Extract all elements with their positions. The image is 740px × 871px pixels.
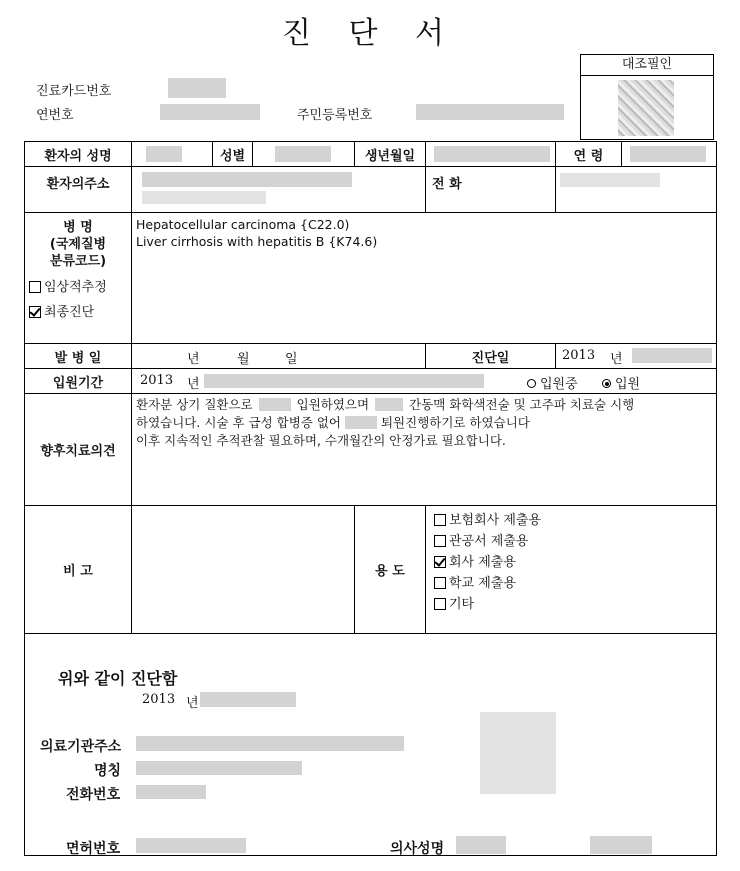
purpose-company-checkbox[interactable]: [434, 556, 446, 568]
onset-date-value: [132, 344, 426, 369]
final-diagnosis-option[interactable]: [25, 301, 131, 320]
diagnosis-line-1: Hepatocellular carcinoma {C22.0): [136, 217, 350, 232]
purpose-insurance-checkbox[interactable]: [434, 514, 446, 526]
resident-id-label: 주민등록번호: [297, 108, 373, 123]
diagnosis-year-unit: 년: [610, 352, 623, 367]
institution-address-label: 의료기관주소: [40, 739, 122, 755]
opinion-line-3: 이후 지속적인 추적관찰 필요하며, 수개월간의 안정가료 필요합니다.: [136, 433, 506, 448]
card-number-redacted: [168, 78, 226, 98]
phone-label: 전 화: [426, 167, 556, 213]
in-hospital-option[interactable]: [527, 373, 578, 392]
clinical-estimate-option[interactable]: [25, 276, 131, 295]
clinical-estimate-checkbox[interactable]: [29, 281, 41, 293]
in-hospital-label: 입원중: [540, 377, 578, 392]
admission-period-value: [132, 369, 717, 394]
institution-phone-redacted: [136, 785, 206, 799]
onset-year-unit: 년: [187, 352, 200, 367]
purpose-government-option[interactable]: 관공서 제출용: [434, 531, 708, 552]
diagnosis-line-2: Liver cirrhosis with hepatitis B {K74.6): [136, 234, 378, 249]
clinical-estimate-label: 임상적추정: [44, 280, 107, 295]
purpose-label: 용 도: [355, 506, 426, 634]
admitted-option[interactable]: [602, 373, 640, 392]
license-number-redacted: [136, 838, 246, 853]
purpose-school-checkbox[interactable]: [434, 577, 446, 589]
patient-name-value: [132, 142, 213, 167]
footer-date-redacted: [200, 692, 296, 707]
onset-day-unit: 일: [285, 352, 298, 367]
purpose-other-checkbox[interactable]: [434, 598, 446, 610]
doctor-name-label: 의사성명: [390, 841, 445, 857]
opinion-line-1: 환자분 상기 질환으로 입원하였으며 간동맥 화학색전술 및 고주파 치료술 시행: [136, 397, 635, 412]
document-title: 진 단 서: [281, 16, 458, 51]
doctor-name-redacted: [456, 836, 506, 854]
footer-year-unit: 년: [186, 696, 199, 711]
diagnosis-date-value: [556, 344, 717, 369]
treatment-opinion-label: 향후치료의견: [25, 394, 132, 506]
sex-label: 성별: [213, 142, 253, 167]
age-label: 연 령: [556, 142, 622, 167]
patient-name-label: 환자의 성명: [25, 142, 132, 167]
birth-date-label: 생년월일: [355, 142, 426, 167]
disease-label-cell: [25, 213, 132, 344]
institution-seal-redacted: [480, 712, 556, 794]
purpose-options: [426, 506, 717, 634]
disease-label-line3: 분류코드): [49, 254, 107, 269]
phone-value: [556, 167, 717, 213]
doctor-signature-redacted: [590, 836, 652, 854]
remarks-value: [132, 506, 355, 634]
serial-redacted: [160, 104, 260, 120]
admission-year: 2013: [140, 373, 174, 388]
purpose-other-option[interactable]: 기타: [434, 594, 708, 615]
institution-phone-label: 전화번호: [66, 787, 121, 803]
seal-stamp-image: [618, 80, 674, 136]
onset-month-unit: 월: [237, 352, 250, 367]
purpose-company-option[interactable]: 회사 제출용: [434, 552, 708, 573]
institution-address-redacted: [136, 736, 404, 751]
seal-label: 대조필인: [580, 54, 714, 76]
final-diagnosis-checkbox[interactable]: [29, 306, 41, 318]
purpose-government-checkbox[interactable]: [434, 535, 446, 547]
admission-year-unit: 년: [187, 377, 200, 392]
resident-id-redacted: [416, 104, 564, 120]
footer-year: 2013: [142, 692, 176, 707]
sex-value: [253, 142, 355, 167]
institution-name-label: 명칭: [94, 763, 122, 779]
institution-name-redacted: [136, 761, 302, 775]
admission-period-label: 입원기간: [25, 369, 132, 394]
admitted-radio[interactable]: [602, 379, 611, 388]
disease-label-line2: (국제질병: [49, 237, 107, 252]
diagnosis-date-label: 진단일: [426, 344, 556, 369]
in-hospital-radio[interactable]: [527, 379, 536, 388]
onset-date-label: 발 병 일: [25, 344, 132, 369]
final-diagnosis-label: 최종진단: [44, 305, 95, 320]
treatment-opinion-value: [132, 394, 717, 506]
disease-label-line1: 병 명: [63, 220, 93, 235]
remarks-label: 비 고: [25, 506, 132, 634]
age-value: [622, 142, 717, 167]
patient-address-value: [132, 167, 426, 213]
diagnosis-statement: 위와 같이 진단함: [58, 669, 178, 688]
admitted-label: 입원: [615, 377, 641, 392]
opinion-line-2: 하였습니다. 시술 후 급성 합병증 없어 퇴원진행하기로 하였습니다: [136, 415, 530, 430]
diagnosis-year: 2013: [562, 348, 596, 363]
serial-label: 연번호: [36, 108, 74, 123]
purpose-insurance-option[interactable]: 보험회사 제출용: [434, 510, 708, 531]
purpose-school-option[interactable]: 학교 제출용: [434, 573, 708, 594]
birth-date-value: [426, 142, 556, 167]
disease-value-cell: [132, 213, 717, 344]
card-number-label: 진료카드번호: [36, 84, 112, 99]
patient-address-label: 환자의주소: [25, 167, 132, 213]
license-number-label: 면허번호: [66, 841, 121, 857]
